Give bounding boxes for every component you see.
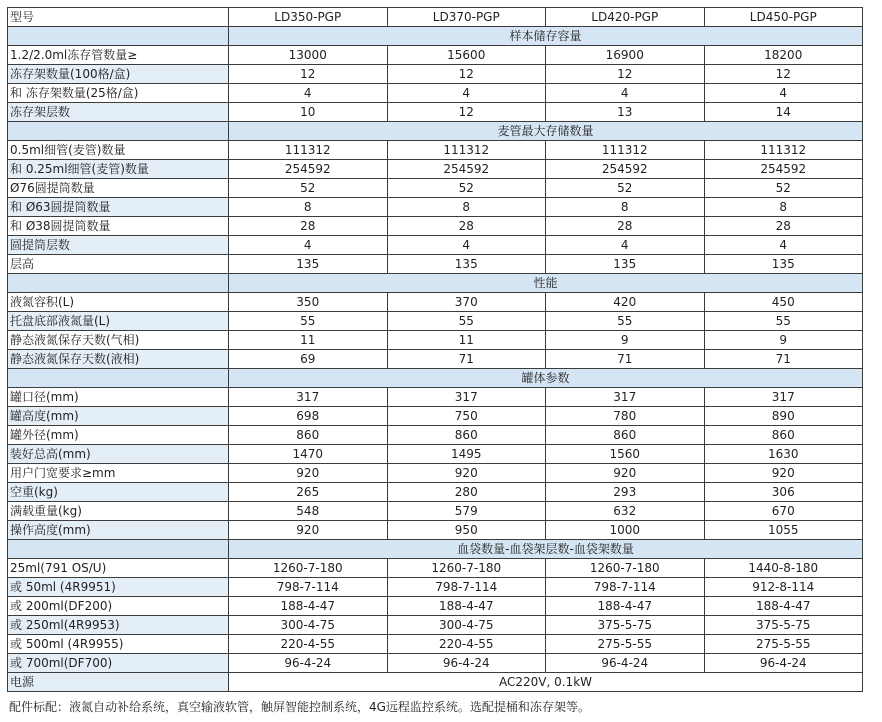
section-title: 麦管最大存储数量 [229, 122, 863, 141]
spec-row [8, 236, 863, 255]
spec-value: 220-4-55 [387, 635, 546, 654]
spec-value: 4 [546, 236, 705, 255]
spec-row [8, 521, 863, 540]
spec-value: 4 [387, 236, 546, 255]
spec-label: 满载重量(kg) [8, 502, 229, 521]
section-header-row [8, 540, 863, 559]
spec-value: 9 [704, 331, 863, 350]
spec-value: 920 [229, 464, 388, 483]
spec-row [8, 407, 863, 426]
spec-value: 220-4-55 [229, 635, 388, 654]
spec-row [8, 141, 863, 160]
spec-row [8, 160, 863, 179]
spec-value: 8 [704, 198, 863, 217]
spec-value: 860 [704, 426, 863, 445]
spec-value: 14 [704, 103, 863, 122]
spec-value: 55 [546, 312, 705, 331]
spec-row [8, 331, 863, 350]
spec-value: 1440-8-180 [704, 559, 863, 578]
spec-row [8, 293, 863, 312]
spec-value: 28 [387, 217, 546, 236]
spec-value: 96-4-24 [387, 654, 546, 673]
spec-value: 300-4-75 [229, 616, 388, 635]
spec-label: 和 冻存架数量(25格/盒) [8, 84, 229, 103]
section-header-row [8, 27, 863, 46]
spec-value: 55 [229, 312, 388, 331]
spec-label: 25ml(791 OS/U) [8, 559, 229, 578]
section-header-blank [8, 27, 229, 46]
spec-value: 55 [704, 312, 863, 331]
spec-row [8, 217, 863, 236]
spec-value: 275-5-55 [546, 635, 705, 654]
spec-row [8, 426, 863, 445]
spec-value: 8 [387, 198, 546, 217]
spec-value: 28 [546, 217, 705, 236]
spec-value: 4 [387, 84, 546, 103]
spec-row [8, 179, 863, 198]
spec-row [8, 445, 863, 464]
spec-value: 375-5-75 [704, 616, 863, 635]
spec-value: 4 [229, 84, 388, 103]
spec-value: 1560 [546, 445, 705, 464]
spec-value: 188-4-47 [229, 597, 388, 616]
spec-value: 52 [387, 179, 546, 198]
spec-value: 12 [387, 65, 546, 84]
spec-row [8, 597, 863, 616]
spec-row [8, 198, 863, 217]
spec-value: 111312 [546, 141, 705, 160]
spec-label: 托盘底部液氮量(L) [8, 312, 229, 331]
spec-value: 15600 [387, 46, 546, 65]
spec-value: 860 [387, 426, 546, 445]
spec-value: 13 [546, 103, 705, 122]
section-title: 血袋数量-血袋架层数-血袋架数量 [229, 540, 863, 559]
model-name: LD350-PGP [229, 8, 388, 27]
spec-value: 860 [546, 426, 705, 445]
spec-label: 0.5ml细管(麦管)数量 [8, 141, 229, 160]
spec-value: 317 [704, 388, 863, 407]
spec-label: 或 250ml(4R9953) [8, 616, 229, 635]
spec-label: 圆提筒层数 [8, 236, 229, 255]
spec-value: 920 [229, 521, 388, 540]
spec-label: 装好总高(mm) [8, 445, 229, 464]
spec-value: 8 [229, 198, 388, 217]
spec-row [8, 84, 863, 103]
spec-row [8, 103, 863, 122]
spec-value: 12 [546, 65, 705, 84]
spec-row [8, 65, 863, 84]
section-header-row [8, 122, 863, 141]
spec-table-body [8, 8, 863, 692]
spec-row [8, 483, 863, 502]
spec-value: 28 [229, 217, 388, 236]
section-title: 性能 [229, 274, 863, 293]
spec-value: 71 [387, 350, 546, 369]
spec-value: 632 [546, 502, 705, 521]
section-title: 样本储存容量 [229, 27, 863, 46]
spec-value: 254592 [704, 160, 863, 179]
spec-value: 1260-7-180 [387, 559, 546, 578]
section-header-row [8, 274, 863, 293]
spec-value: 254592 [229, 160, 388, 179]
spec-value: 10 [229, 103, 388, 122]
spec-label: Ø76圆提筒数量 [8, 179, 229, 198]
spec-label: 冻存架层数 [8, 103, 229, 122]
spec-row [8, 350, 863, 369]
spec-row [8, 559, 863, 578]
spec-value: 370 [387, 293, 546, 312]
model-name: LD420-PGP [546, 8, 705, 27]
section-header-blank [8, 274, 229, 293]
spec-value: 135 [387, 255, 546, 274]
spec-value: 4 [704, 236, 863, 255]
spec-value: 798-7-114 [387, 578, 546, 597]
header-label: 型号 [8, 8, 229, 27]
spec-row [8, 635, 863, 654]
spec-label: 冻存架数量(100格/盒) [8, 65, 229, 84]
spec-label: 或 200ml(DF200) [8, 597, 229, 616]
spec-value: 1470 [229, 445, 388, 464]
spec-row [8, 255, 863, 274]
spec-value: 1495 [387, 445, 546, 464]
spec-label: 操作高度(mm) [8, 521, 229, 540]
model-name: LD450-PGP [704, 8, 863, 27]
spec-value: 300-4-75 [387, 616, 546, 635]
spec-value: 4 [546, 84, 705, 103]
spec-value: 71 [546, 350, 705, 369]
spec-label: 1.2/2.0ml冻存管数量≥ [8, 46, 229, 65]
spec-value: 11 [387, 331, 546, 350]
spec-value: 798-7-114 [546, 578, 705, 597]
spec-value: 548 [229, 502, 388, 521]
spec-value: 96-4-24 [546, 654, 705, 673]
spec-value: 1260-7-180 [546, 559, 705, 578]
spec-value: 254592 [387, 160, 546, 179]
spec-row [8, 616, 863, 635]
spec-value: 96-4-24 [704, 654, 863, 673]
spec-label: 静态液氮保存天数(气相) [8, 331, 229, 350]
spec-value: 96-4-24 [229, 654, 388, 673]
spec-value: 135 [229, 255, 388, 274]
spec-value: 317 [546, 388, 705, 407]
spec-value: 55 [387, 312, 546, 331]
spec-value: 350 [229, 293, 388, 312]
spec-label: 罐外径(mm) [8, 426, 229, 445]
spec-value: 1055 [704, 521, 863, 540]
spec-value: 317 [229, 388, 388, 407]
spec-value: 4 [704, 84, 863, 103]
spec-value: 280 [387, 483, 546, 502]
spec-value: 8 [546, 198, 705, 217]
section-header-blank [8, 369, 229, 388]
spec-row [8, 654, 863, 673]
spec-value: 420 [546, 293, 705, 312]
spec-value: 920 [387, 464, 546, 483]
spec-value: 52 [229, 179, 388, 198]
spec-value: 135 [704, 255, 863, 274]
spec-value: 28 [704, 217, 863, 236]
power-value: AC220V, 0.1kW [229, 673, 863, 692]
spec-row [8, 312, 863, 331]
spec-value: 780 [546, 407, 705, 426]
spec-value: 579 [387, 502, 546, 521]
spec-value: 890 [704, 407, 863, 426]
section-title: 罐体参数 [229, 369, 863, 388]
spec-label: 静态液氮保存天数(液相) [8, 350, 229, 369]
spec-value: 265 [229, 483, 388, 502]
spec-value: 11 [229, 331, 388, 350]
spec-value: 135 [546, 255, 705, 274]
spec-value: 670 [704, 502, 863, 521]
spec-value: 920 [546, 464, 705, 483]
spec-row [8, 46, 863, 65]
spec-value: 13000 [229, 46, 388, 65]
spec-value: 293 [546, 483, 705, 502]
spec-row [8, 578, 863, 597]
spec-value: 750 [387, 407, 546, 426]
spec-label: 空重(kg) [8, 483, 229, 502]
spec-value: 18200 [704, 46, 863, 65]
spec-value: 950 [387, 521, 546, 540]
spec-value: 52 [546, 179, 705, 198]
section-header-row [8, 369, 863, 388]
spec-value: 4 [229, 236, 388, 255]
spec-value: 16900 [546, 46, 705, 65]
spec-label: 和 0.25ml细管(麦管)数量 [8, 160, 229, 179]
spec-value: 275-5-55 [704, 635, 863, 654]
spec-label: 或 500ml (4R9955) [8, 635, 229, 654]
spec-label: 用户门宽要求≥mm [8, 464, 229, 483]
spec-value: 912-8-114 [704, 578, 863, 597]
spec-value: 71 [704, 350, 863, 369]
spec-row [8, 388, 863, 407]
spec-value: 920 [704, 464, 863, 483]
spec-value: 111312 [229, 141, 388, 160]
spec-value: 12 [229, 65, 388, 84]
spec-label: 罐高度(mm) [8, 407, 229, 426]
spec-label: 液氮容积(L) [8, 293, 229, 312]
spec-value: 1000 [546, 521, 705, 540]
spec-value: 12 [387, 103, 546, 122]
header-row [8, 8, 863, 27]
spec-value: 111312 [704, 141, 863, 160]
power-label: 电源 [8, 673, 229, 692]
spec-value: 698 [229, 407, 388, 426]
spec-value: 306 [704, 483, 863, 502]
spec-value: 52 [704, 179, 863, 198]
spec-row [8, 502, 863, 521]
spec-value: 317 [387, 388, 546, 407]
spec-value: 798-7-114 [229, 578, 388, 597]
power-row [8, 673, 863, 692]
spec-table [7, 7, 863, 692]
spec-value: 9 [546, 331, 705, 350]
spec-row [8, 464, 863, 483]
spec-label: 罐口径(mm) [8, 388, 229, 407]
accessory-note: 配件标配：液氮自动补给系统，真空输液软管，触屏智能控制系统，4G远程监控系统。选配提桶和冻存架等。 [9, 700, 590, 714]
spec-label: 或 50ml (4R9951) [8, 578, 229, 597]
spec-value: 12 [704, 65, 863, 84]
spec-value: 375-5-75 [546, 616, 705, 635]
spec-value: 254592 [546, 160, 705, 179]
spec-value: 188-4-47 [387, 597, 546, 616]
spec-value: 860 [229, 426, 388, 445]
section-header-blank [8, 122, 229, 141]
spec-label: 和 Ø63圆提筒数量 [8, 198, 229, 217]
spec-value: 1260-7-180 [229, 559, 388, 578]
model-name: LD370-PGP [387, 8, 546, 27]
spec-value: 450 [704, 293, 863, 312]
spec-label: 层高 [8, 255, 229, 274]
spec-table-container [7, 7, 862, 692]
spec-value: 111312 [387, 141, 546, 160]
spec-label: 和 Ø38圆提筒数量 [8, 217, 229, 236]
spec-value: 188-4-47 [546, 597, 705, 616]
section-header-blank [8, 540, 229, 559]
spec-value: 188-4-47 [704, 597, 863, 616]
spec-value: 1630 [704, 445, 863, 464]
spec-label: 或 700ml(DF700) [8, 654, 229, 673]
spec-value: 69 [229, 350, 388, 369]
